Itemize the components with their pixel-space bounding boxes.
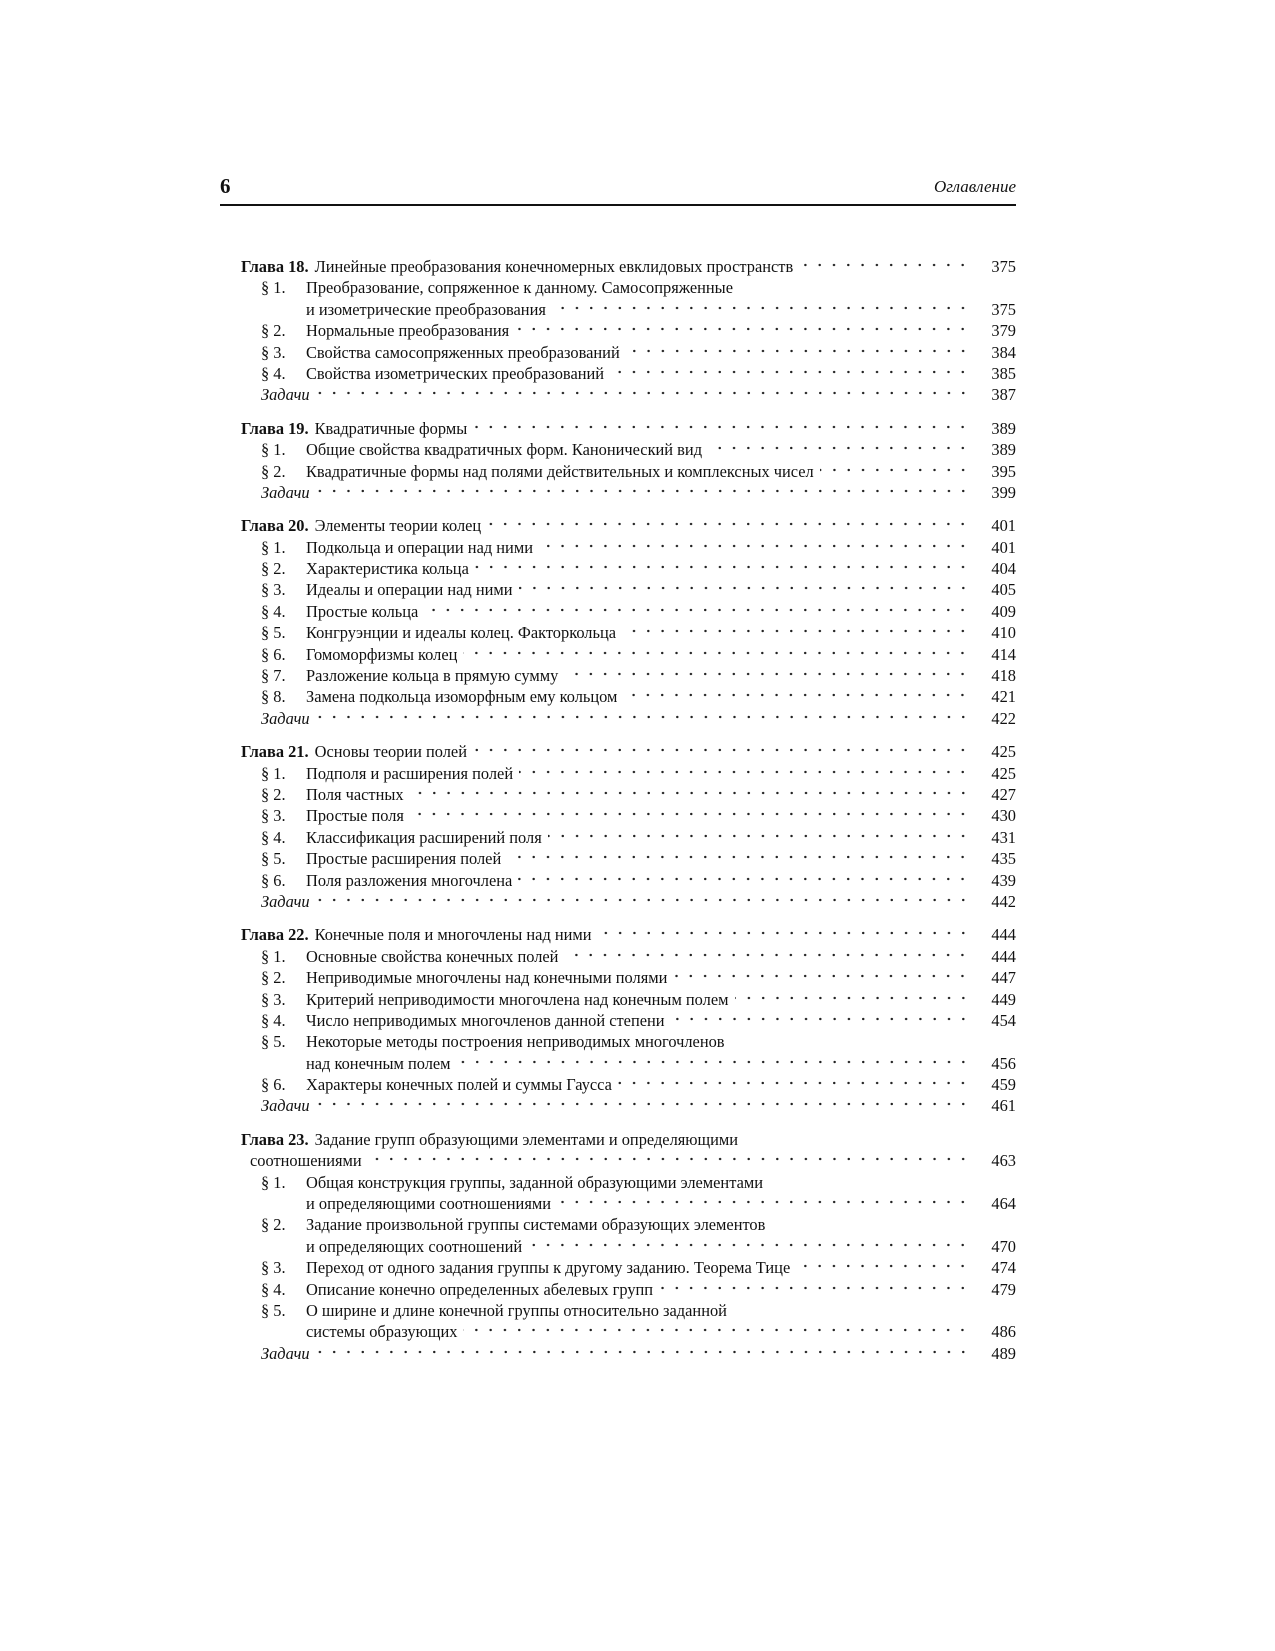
dot-leader [410,811,970,817]
chapter-block [241,515,1016,729]
chapter-label: Глава 19. [241,418,309,438]
section-number: § 6. [261,644,286,664]
section-page: 425 [991,763,1016,783]
section-number: § 4. [261,363,286,383]
section-page: 414 [991,644,1016,664]
dot-leader [473,747,970,753]
tasks-page: 399 [991,482,1016,502]
section-number: § 5. [261,1032,286,1052]
section-page: 479 [991,1279,1016,1299]
section-line [241,848,1016,869]
section-title: Неприводимые многочлены над конечными полями [306,968,668,988]
section-page: 459 [991,1075,1016,1095]
section-line [241,601,1016,622]
tasks-line [241,482,1016,503]
section-number: § 3. [261,580,286,600]
section-page: 431 [991,827,1016,847]
section-page: 404 [991,559,1016,579]
section-line [241,579,1016,600]
dot-leader [735,995,971,1001]
dot-leader [539,543,970,549]
section-number: § 6. [261,1075,286,1095]
chapter-title: Квадратичные формы [314,418,468,438]
section-number: § 2. [261,559,286,579]
section-line [241,342,1016,363]
section-line [241,1010,1016,1031]
section-number: § 1. [261,946,286,966]
chapter-label: Глава 21. [241,742,309,762]
chapter-title: Задание групп образующими элементами и определяющими [314,1129,739,1149]
section-number: § 5. [261,849,286,869]
dot-leader [820,467,970,473]
section-page: 395 [991,461,1016,481]
chapter-title: Основы теории полей [314,742,467,762]
section-title: Свойства самосопряженных преобразований [306,342,620,362]
dot-leader [564,671,970,677]
tasks-label: Задачи [261,482,310,502]
section-page: 405 [991,580,1016,600]
section-line [241,827,1016,848]
section-title: Квадратичные формы над полями действительных и комплексных чисел [306,461,814,481]
dot-leader [796,1263,970,1269]
dot-leader [623,692,970,698]
chapter-line [241,924,1016,945]
section-page: 474 [991,1258,1016,1278]
section-title: Гомоморфизмы колец [306,644,458,664]
dot-leader [552,305,970,311]
section-page: 410 [991,623,1016,643]
chapter-label: Глава 23. [241,1129,309,1149]
section-number: § 5. [261,1300,286,1320]
tasks-label: Задачи [261,1096,310,1116]
tasks-page: 387 [991,385,1016,405]
dot-leader [463,1327,970,1333]
dot-leader [316,714,970,720]
section-number: § 3. [261,1258,286,1278]
section-number: § 3. [261,989,286,1009]
tasks-line [241,384,1016,405]
section-line [241,1214,1016,1235]
section-line [241,665,1016,686]
section-number: § 6. [261,870,286,890]
section-number: § 8. [261,687,286,707]
dot-leader [475,564,970,570]
section-number: § 3. [261,342,286,362]
section-line [241,805,1016,826]
section-line [241,1172,1016,1193]
section-line [241,622,1016,643]
section-line [241,320,1016,341]
section-number: § 2. [261,968,286,988]
chapter-block [241,924,1016,1117]
chapter-line [241,1129,1016,1150]
dot-leader [316,1349,970,1355]
section-title: Общая конструкция группы, заданной образующими элементами [306,1172,763,1192]
section-page: 470 [991,1236,1016,1256]
section-number: § 5. [261,623,286,643]
section-number: § 4. [261,601,286,621]
dot-leader [368,1156,970,1162]
section-page: 486 [991,1322,1016,1342]
dot-leader [487,521,970,527]
chapter-block [241,1129,1016,1364]
section-line [241,1257,1016,1278]
section-title-continued: и изометрические преобразования [306,299,546,319]
section-page: 421 [991,687,1016,707]
section-page: 401 [991,537,1016,557]
section-number: § 3. [261,806,286,826]
dot-leader [316,390,970,396]
dot-leader [610,369,970,375]
dot-leader [673,973,970,979]
chapter-page: 463 [991,1151,1016,1171]
section-line [241,537,1016,558]
section-page: 427 [991,784,1016,804]
section-title: Некоторые методы построения неприводимых многочленов [306,1032,725,1052]
section-page: 449 [991,989,1016,1009]
chapter-title: Элементы теории колец [314,516,482,536]
dot-leader [622,628,970,634]
section-line [241,1074,1016,1095]
chapter-block [241,741,1016,912]
section-number: § 2. [261,321,286,341]
dot-leader [598,930,970,936]
chapter-title: Линейные преобразования конечномерных евклидовых пространств [314,257,794,276]
section-number: § 4. [261,1279,286,1299]
dot-leader [316,897,970,903]
dot-leader [548,833,970,839]
section-line-continued [241,299,1016,320]
dot-leader [519,769,970,775]
section-number: § 2. [261,1215,286,1235]
dot-leader [457,1059,970,1065]
section-title: Простые расширения полей [306,849,502,869]
section-number: § 2. [261,461,286,481]
section-title: Преобразование, сопряженное к данному. Самосопряженные [306,278,733,298]
chapter-label: Глава 18. [241,257,309,276]
tasks-label: Задачи [261,891,310,911]
section-title: Поля разложения многочлена [306,870,513,890]
chapter-label: Глава 22. [241,925,309,945]
section-line-continued [241,1193,1016,1214]
section-line [241,946,1016,967]
section-number: § 1. [261,1172,286,1192]
chapter-page: 389 [991,418,1016,438]
tasks-page: 461 [991,1096,1016,1116]
section-line [241,558,1016,579]
section-title-continued: системы образующих [306,1322,458,1342]
dot-leader [463,650,970,656]
page-number: 6 [220,174,231,198]
section-title: Общие свойства квадратичных форм. Канонический вид [306,440,703,460]
tasks-line [241,1095,1016,1116]
section-line [241,461,1016,482]
dot-leader [507,854,970,860]
section-number: § 4. [261,827,286,847]
section-title: Подкольца и операции над ними [306,537,533,557]
section-title: Описание конечно определенных абелевых групп [306,1279,654,1299]
dot-leader [518,876,970,882]
tasks-page: 422 [991,708,1016,728]
section-line [241,784,1016,805]
dot-leader [659,1285,970,1291]
section-page: 379 [991,321,1016,341]
section-title: Идеалы и операции над ними [306,580,513,600]
section-title: Разложение кольца в прямую сумму [306,666,559,686]
section-page: 389 [991,440,1016,460]
section-title: Простые поля [306,806,404,826]
section-page: 439 [991,870,1016,890]
page-header [220,174,1016,206]
section-line [241,644,1016,665]
section-page: 444 [991,946,1016,966]
dot-leader [708,445,970,451]
dot-leader [626,348,970,354]
section-title: Характеры конечных полей и суммы Гаусса [306,1075,612,1095]
running-title: Оглавление [933,177,1016,196]
section-line-continued [241,1236,1016,1257]
dot-leader [473,424,970,430]
section-number: § 4. [261,1010,286,1030]
section-line [241,363,1016,384]
section-page: 456 [991,1053,1016,1073]
section-title: Замена подкольца изоморфным ему кольцом [306,687,618,707]
section-line [241,277,1016,298]
section-line [241,1300,1016,1321]
section-line [241,763,1016,784]
tasks-label: Задачи [261,385,310,405]
section-title: Число неприводимых многочленов данной степени [306,1010,665,1030]
chapter-page: 425 [991,742,1016,762]
tasks-label: Задачи [261,708,310,728]
section-line-continued [241,1321,1016,1342]
section-line [241,1031,1016,1052]
dot-leader [557,1199,970,1205]
section-page: 418 [991,666,1016,686]
section-line [241,439,1016,460]
section-title: Характеристика кольца [306,559,469,579]
section-title: Переход от одного задания группы к другому заданию. Теорема Тице [306,1258,791,1278]
chapter-line [241,418,1016,439]
section-title: Подполя и расширения полей [306,763,514,783]
section-page: 454 [991,1010,1016,1030]
chapter-block [241,418,1016,504]
tasks-page: 489 [991,1343,1016,1363]
chapter-line-continued [241,1150,1016,1171]
tasks-page: 442 [991,891,1016,911]
section-number: § 1. [261,440,286,460]
dot-leader [618,1080,970,1086]
chapter-block [241,256,1016,406]
section-page: 375 [991,299,1016,319]
section-title-continued: и определяющими соотношениями [306,1194,552,1214]
dot-leader [519,585,970,591]
section-line [241,1279,1016,1300]
section-line [241,967,1016,988]
section-page: 385 [991,363,1016,383]
dot-leader [424,607,970,613]
section-title: Поля частных [306,784,404,804]
section-number: § 1. [261,537,286,557]
section-line [241,989,1016,1010]
dot-leader [564,952,970,958]
tasks-label: Задачи [261,1343,310,1363]
section-number: § 1. [261,763,286,783]
section-title: Классификация расширений поля [306,827,542,847]
section-page: 447 [991,968,1016,988]
section-title: Свойства изометрических преобразований [306,363,605,383]
section-line [241,686,1016,707]
section-number: § 2. [261,784,286,804]
section-title: Нормальные преобразования [306,321,510,341]
tasks-line [241,1343,1016,1364]
chapter-page: 444 [991,925,1016,945]
section-page: 435 [991,849,1016,869]
section-title: Критерий неприводимости многочлена над конечным полем [306,989,729,1009]
dot-leader [515,326,970,332]
section-page: 430 [991,806,1016,826]
section-page: 409 [991,601,1016,621]
section-title: О ширине и длине конечной группы относительно заданной [306,1300,727,1320]
section-line-continued [241,1053,1016,1074]
chapter-page: 375 [991,257,1016,276]
section-title: Конгруэнции и идеалы колец. Факторкольца [306,623,617,643]
dot-leader [316,488,970,494]
section-title: Задание произвольной группы системами образующих элементов [306,1215,766,1235]
chapter-line [241,741,1016,762]
chapter-title-continued: соотношениями [250,1151,362,1171]
section-number: § 1. [261,278,286,298]
dot-leader [799,262,970,268]
tasks-line [241,708,1016,729]
chapter-label: Глава 20. [241,516,309,536]
section-title: Основные свойства конечных полей [306,946,559,966]
tasks-line [241,891,1016,912]
section-number: § 7. [261,666,286,686]
section-page: 464 [991,1194,1016,1214]
dot-leader [316,1101,970,1107]
dot-leader [528,1242,970,1248]
chapter-line [241,515,1016,536]
section-page: 384 [991,342,1016,362]
section-title-continued: и определяющих соотношений [306,1236,523,1256]
chapter-title: Конечные поля и многочлены над ними [314,925,592,945]
chapter-page: 401 [991,516,1016,536]
table-of-contents [241,256,1016,1376]
dot-leader [671,1016,970,1022]
section-title-continued: над конечным полем [306,1053,451,1073]
chapter-line [241,256,1016,277]
section-title: Простые кольца [306,601,419,621]
section-line [241,870,1016,891]
dot-leader [410,790,970,796]
